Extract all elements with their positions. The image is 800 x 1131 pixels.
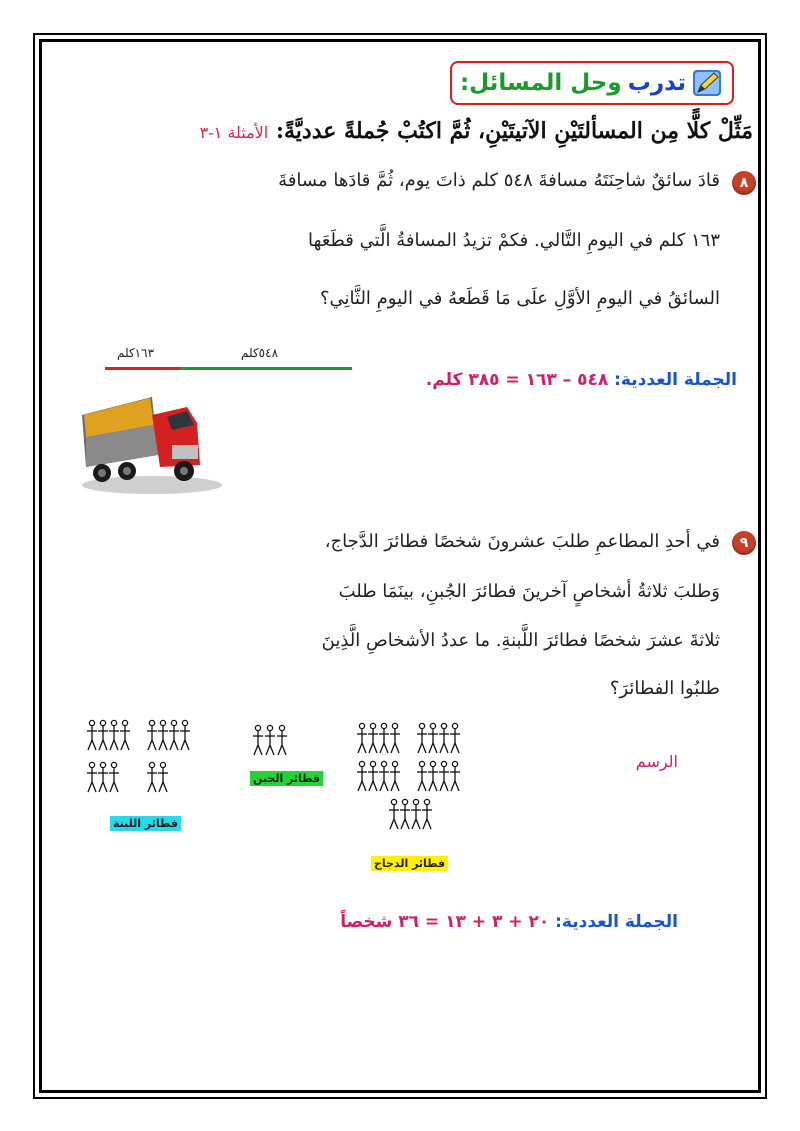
stick-figure [357,761,367,791]
caption-labneh-pies: فطائر اللبنة [110,816,181,831]
stick-figure [450,723,460,753]
bar-red-segment [105,367,180,370]
problem8-line-3: السائقُ في اليومِ الأوَّلِ علَى مَا قَطَعهُ في اليومِ الثَّانِي؟ [319,288,720,309]
caption-chicken-pies: فطائر الدجاج [371,856,448,871]
cheese-pie-figures [248,721,314,761]
question-number-badge [732,171,756,195]
problem8-line-2: ١٦٣ كلم في اليومِ التَّالي. فكمْ تزيدُ المسافةُ الَّتي قطَعَها [308,230,720,251]
truck-illustration [72,385,222,500]
stick-figure [411,799,421,829]
stick-figure [147,720,157,750]
stick-figure [379,761,389,791]
stick-figure [417,761,427,791]
stick-figure [158,720,168,750]
header-title-part1: تدرب [627,70,686,96]
problem9-line-1: في أحدِ المطاعمِ طلبَ عشرونَ شخصًا فطائرَ الدَّجاج، [324,531,720,552]
equation-label: الجملة العددية: [614,370,737,390]
stick-figure [120,720,130,750]
stick-figure [109,762,119,792]
stick-figure [253,725,263,755]
drawing-label: الرسم [635,752,678,771]
stick-figure [265,725,275,755]
problem9-equation [340,912,678,932]
bar-green-label: ٥٤٨كلم [241,346,279,360]
pencil-icon [692,69,722,97]
examples-reference: الأمثلة ١-٣ [199,123,269,142]
stick-figure [109,720,119,750]
question-number-badge [732,531,756,555]
question-number: ٩ [739,535,749,551]
problem8-line-1: قادَ سائقٌ شاحِنَتَهُ مسافةَ ٥٤٨ كلم ذاتَ يوم، ثُمَّ قادَها مسافةَ [278,170,720,191]
bar-green-segment [180,367,352,370]
equation-label: الجملة العددية: [555,912,678,932]
page-border-inner [39,39,761,1093]
header-title-part2: وحل المسائل: [459,70,622,96]
chicken-pie-figures [356,721,480,835]
stick-figure [417,723,427,753]
equation-value: ٥٤٨ – ١٦٣ = ٣٨٥ كلم. [425,370,609,390]
stick-figure [368,761,378,791]
problem9-line-3: ثلاثةَ عشرَ شخصًا فطائرَ اللَّبنةِ. ما عددُ الأشخاصِ الَّذِينَ [321,630,720,651]
caption-cheese-pies: فطائر الجبن [250,771,323,786]
stick-figure [428,723,438,753]
stick-figure [98,720,108,750]
problem9-line-2: وَطلبَ ثلاثةُ أشخاصٍ آخرينَ فطائرَ الجُبنِ، بينَمَا طلبَ [338,581,720,602]
section-header [450,61,734,105]
stick-figure [98,762,108,792]
stick-figure [439,723,449,753]
stick-figure [400,799,410,829]
equation-value: ٢٠ + ٣ + ١٣ = ٣٦ شخصاً [340,912,550,932]
instruction-text: مَثِّلْ كلًّا مِن المسألتَيْنِ الآتيتَيْنِ، ثُمَّ اكتُبْ جُملةً عدديَّةً: [275,118,753,144]
stick-figure [390,761,400,791]
labneh-pie-figures [86,718,200,802]
stick-figure [389,799,399,829]
bar-red-label: ١٦٣كلم [117,346,155,360]
stick-figure [439,761,449,791]
stick-figure [450,761,460,791]
stick-figure [180,720,190,750]
stick-figure [158,762,168,792]
stick-figure [379,723,389,753]
stick-figure [390,723,400,753]
stick-figure [169,720,179,750]
stick-figure [277,725,287,755]
stick-figure [428,761,438,791]
stick-figure [357,723,367,753]
stick-figure [147,762,157,792]
problem8-equation [426,370,737,390]
stick-figure [87,762,97,792]
stick-figure [87,720,97,750]
stick-figure [368,723,378,753]
stick-figure [422,799,432,829]
instruction [200,118,753,144]
question-number: ٨ [739,175,749,191]
problem9-line-4: طلبُوا الفطائرَ؟ [609,678,720,699]
